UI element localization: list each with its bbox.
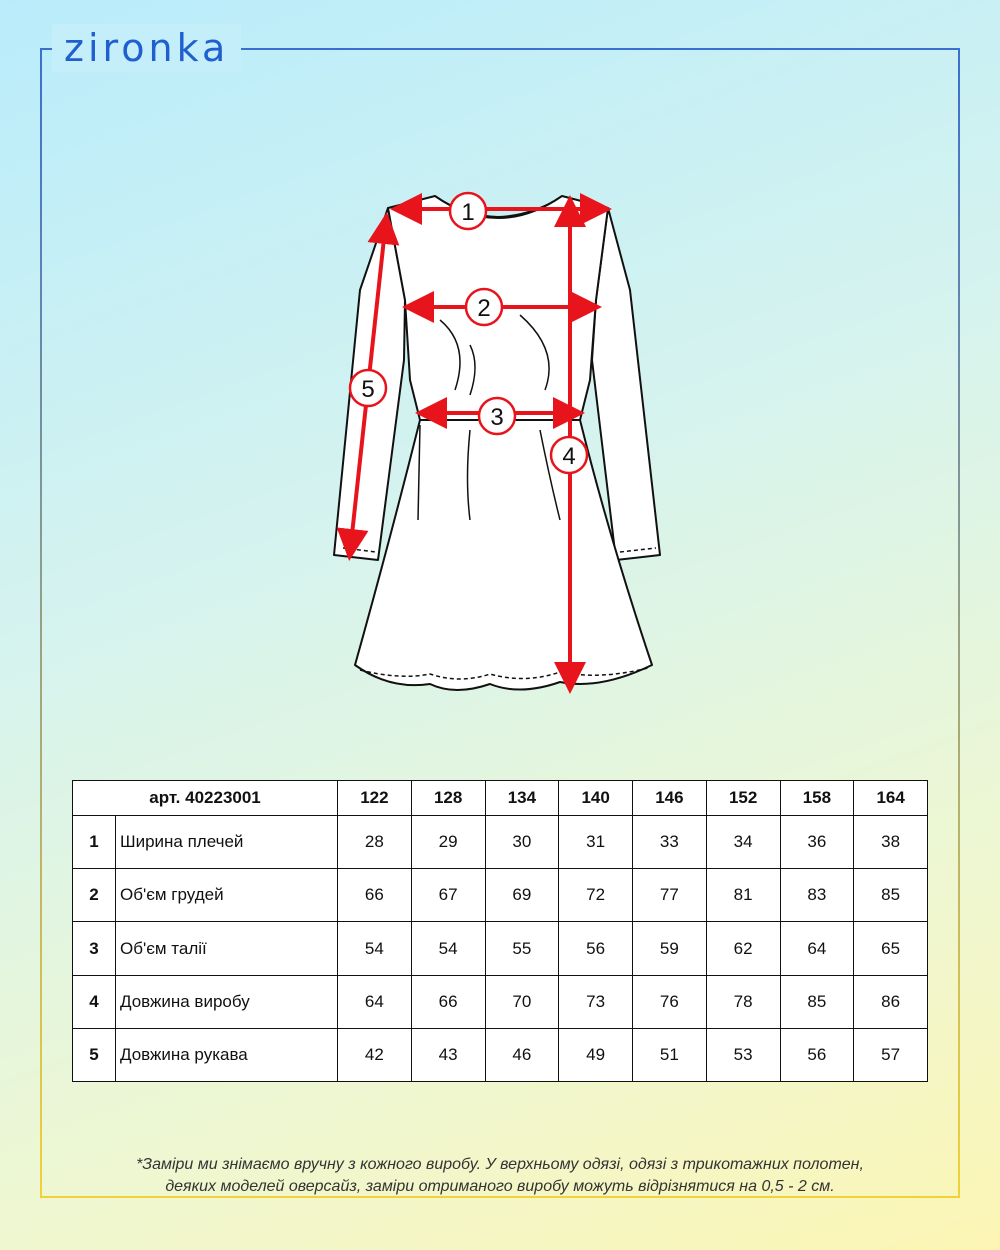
table-cell: 55 bbox=[485, 922, 559, 975]
table-cell: 42 bbox=[338, 1028, 412, 1081]
row-label: Довжина рукава bbox=[116, 1028, 338, 1081]
row-label: Об'єм талії bbox=[116, 922, 338, 975]
table-cell: 64 bbox=[338, 975, 412, 1028]
marker-4 bbox=[551, 437, 587, 473]
marker-1-label: 1 bbox=[461, 199, 475, 226]
table-cell: 29 bbox=[411, 816, 485, 869]
table-cell: 28 bbox=[338, 816, 412, 869]
table-cell: 72 bbox=[559, 869, 633, 922]
measurement-footnote bbox=[40, 1154, 960, 1198]
table-cell: 49 bbox=[559, 1028, 633, 1081]
table-cell: 31 bbox=[559, 816, 633, 869]
table-cell: 76 bbox=[633, 975, 707, 1028]
row-label: Ширина плечей bbox=[116, 816, 338, 869]
table-row bbox=[73, 975, 928, 1028]
row-number: 2 bbox=[73, 869, 116, 922]
marker-5-label: 5 bbox=[361, 376, 375, 403]
table-cell: 66 bbox=[411, 975, 485, 1028]
row-label: Довжина виробу bbox=[116, 975, 338, 1028]
brand-logo: zironka bbox=[52, 24, 241, 72]
table-cell: 56 bbox=[780, 1028, 854, 1081]
table-cell: 54 bbox=[411, 922, 485, 975]
table-row bbox=[73, 1028, 928, 1081]
footnote-line-1: *Заміри ми знімаємо вручну з кожного виробу. У верхньому одязі, одязі з трикотажних полотен, bbox=[136, 1156, 864, 1173]
row-number: 1 bbox=[73, 816, 116, 869]
dress-drawing bbox=[320, 180, 690, 700]
table-row bbox=[73, 922, 928, 975]
table-cell: 70 bbox=[485, 975, 559, 1028]
marker-1 bbox=[450, 193, 486, 229]
row-number: 4 bbox=[73, 975, 116, 1028]
size-header: 140 bbox=[559, 781, 633, 816]
table-cell: 81 bbox=[706, 869, 780, 922]
size-header: 134 bbox=[485, 781, 559, 816]
table-cell: 30 bbox=[485, 816, 559, 869]
marker-3 bbox=[479, 398, 515, 434]
size-header: 164 bbox=[854, 781, 928, 816]
size-header: 146 bbox=[633, 781, 707, 816]
table-cell: 53 bbox=[706, 1028, 780, 1081]
table-cell: 69 bbox=[485, 869, 559, 922]
row-number: 5 bbox=[73, 1028, 116, 1081]
table-cell: 85 bbox=[854, 869, 928, 922]
footnote-line-2: деяких моделей оверсайз, заміри отриманого виробу можуть відрізнятися на 0,5 - 2 см. bbox=[165, 1178, 835, 1195]
table-cell: 38 bbox=[854, 816, 928, 869]
article-number: арт. 40223001 bbox=[73, 781, 338, 816]
table-cell: 43 bbox=[411, 1028, 485, 1081]
table-row bbox=[73, 869, 928, 922]
table-cell: 66 bbox=[338, 869, 412, 922]
table-cell: 85 bbox=[780, 975, 854, 1028]
table-cell: 83 bbox=[780, 869, 854, 922]
table-cell: 54 bbox=[338, 922, 412, 975]
size-header: 122 bbox=[338, 781, 412, 816]
size-header: 158 bbox=[780, 781, 854, 816]
table-cell: 33 bbox=[633, 816, 707, 869]
table-cell: 62 bbox=[706, 922, 780, 975]
size-table bbox=[72, 780, 928, 1082]
marker-4-label: 4 bbox=[562, 443, 576, 470]
table-cell: 59 bbox=[633, 922, 707, 975]
table-row bbox=[73, 816, 928, 869]
marker-2-label: 2 bbox=[477, 295, 491, 322]
table-cell: 57 bbox=[854, 1028, 928, 1081]
table-cell: 46 bbox=[485, 1028, 559, 1081]
marker-2 bbox=[466, 289, 502, 325]
table-cell: 36 bbox=[780, 816, 854, 869]
table-cell: 86 bbox=[854, 975, 928, 1028]
table-cell: 78 bbox=[706, 975, 780, 1028]
table-cell: 34 bbox=[706, 816, 780, 869]
table-cell: 56 bbox=[559, 922, 633, 975]
table-cell: 51 bbox=[633, 1028, 707, 1081]
row-number: 3 bbox=[73, 922, 116, 975]
marker-5 bbox=[350, 370, 386, 406]
size-header: 128 bbox=[411, 781, 485, 816]
size-header: 152 bbox=[706, 781, 780, 816]
table-cell: 73 bbox=[559, 975, 633, 1028]
marker-3-label: 3 bbox=[490, 404, 504, 431]
table-cell: 77 bbox=[633, 869, 707, 922]
row-label: Об'єм грудей bbox=[116, 869, 338, 922]
table-cell: 64 bbox=[780, 922, 854, 975]
table-cell: 65 bbox=[854, 922, 928, 975]
table-cell: 67 bbox=[411, 869, 485, 922]
table-header-row bbox=[73, 781, 928, 816]
